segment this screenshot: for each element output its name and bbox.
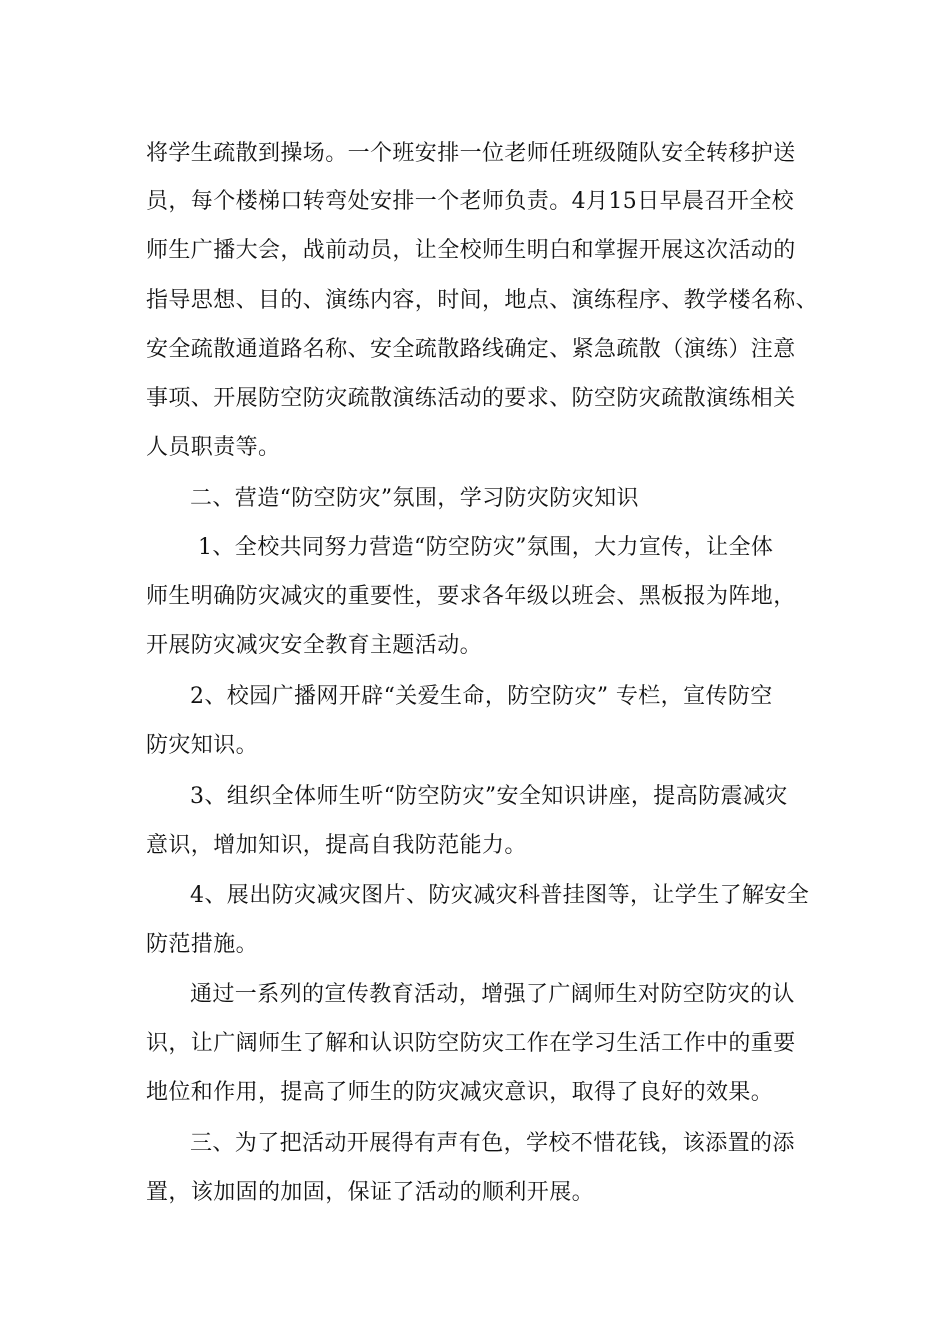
text-line: 师生明确防灾减灾的重要性，要求各年级以班会、黑板报为阵地， <box>146 584 796 609</box>
text-line: 事项、开展防空防灾疏散演练活动的要求、防空防灾疏散演练相关 <box>146 386 796 411</box>
text-line: 通过一系列的宣传教育活动，增强了广阔师生对防空防灾的认 <box>190 982 795 1007</box>
text-line: 识，让广阔师生了解和认识防空防灾工作在学习生活工作中的重要 <box>146 1031 796 1056</box>
text-line: 人员职责等。 <box>146 435 281 460</box>
text-line: 防范措施。 <box>146 932 259 957</box>
text-line: 意识，增加知识，提高自我防范能力。 <box>146 833 527 858</box>
text-line: 3、组织全体师生听“防空防灾”安全知识讲座，提高防震减灾 <box>190 784 788 809</box>
text-line: 地位和作用，提高了师生的防灾减灾意识，取得了良好的效果。 <box>146 1080 774 1105</box>
text-line: 安全疏散通道路名称、安全疏散路线确定、紧急疏散（演练）注意 <box>146 337 796 362</box>
text-line: 开展防灾减灾安全教育主题活动。 <box>146 633 483 658</box>
text-line: 4、展出防灾减灾图片、防灾减灾科普挂图等，让学生了解安全 <box>190 883 810 908</box>
text-line: 防灾知识。 <box>146 733 259 758</box>
text-line: 指导思想、目的、演练内容，时间，地点、演练程序、教学楼名称、 <box>146 288 819 313</box>
text-line: 1、全校共同努力营造“防空防灾”氛围，大力宣传，让全体 <box>198 535 774 560</box>
section-heading: 二、营造“防空防灾”氛围，学习防灾防灾知识 <box>190 486 639 511</box>
text-line: 员，每个楼梯口转弯处安排一个老师负责。4月15日早晨召开全校 <box>146 189 794 214</box>
text-line: 将学生疏散到操场。一个班安排一位老师任班级随队安全转移护送 <box>146 141 796 166</box>
text-line: 置，该加固的加固，保证了活动的顺利开展。 <box>146 1180 595 1205</box>
section-heading: 三、为了把活动开展得有声有色，学校不惜花钱，该添置的添 <box>190 1131 795 1156</box>
text-line: 师生广播大会，战前动员，让全校师生明白和掌握开展这次活动的 <box>146 238 796 263</box>
text-line: 2、校园广播网开辟“关爱生命，防空防灾” 专栏，宣传防空 <box>190 684 773 709</box>
